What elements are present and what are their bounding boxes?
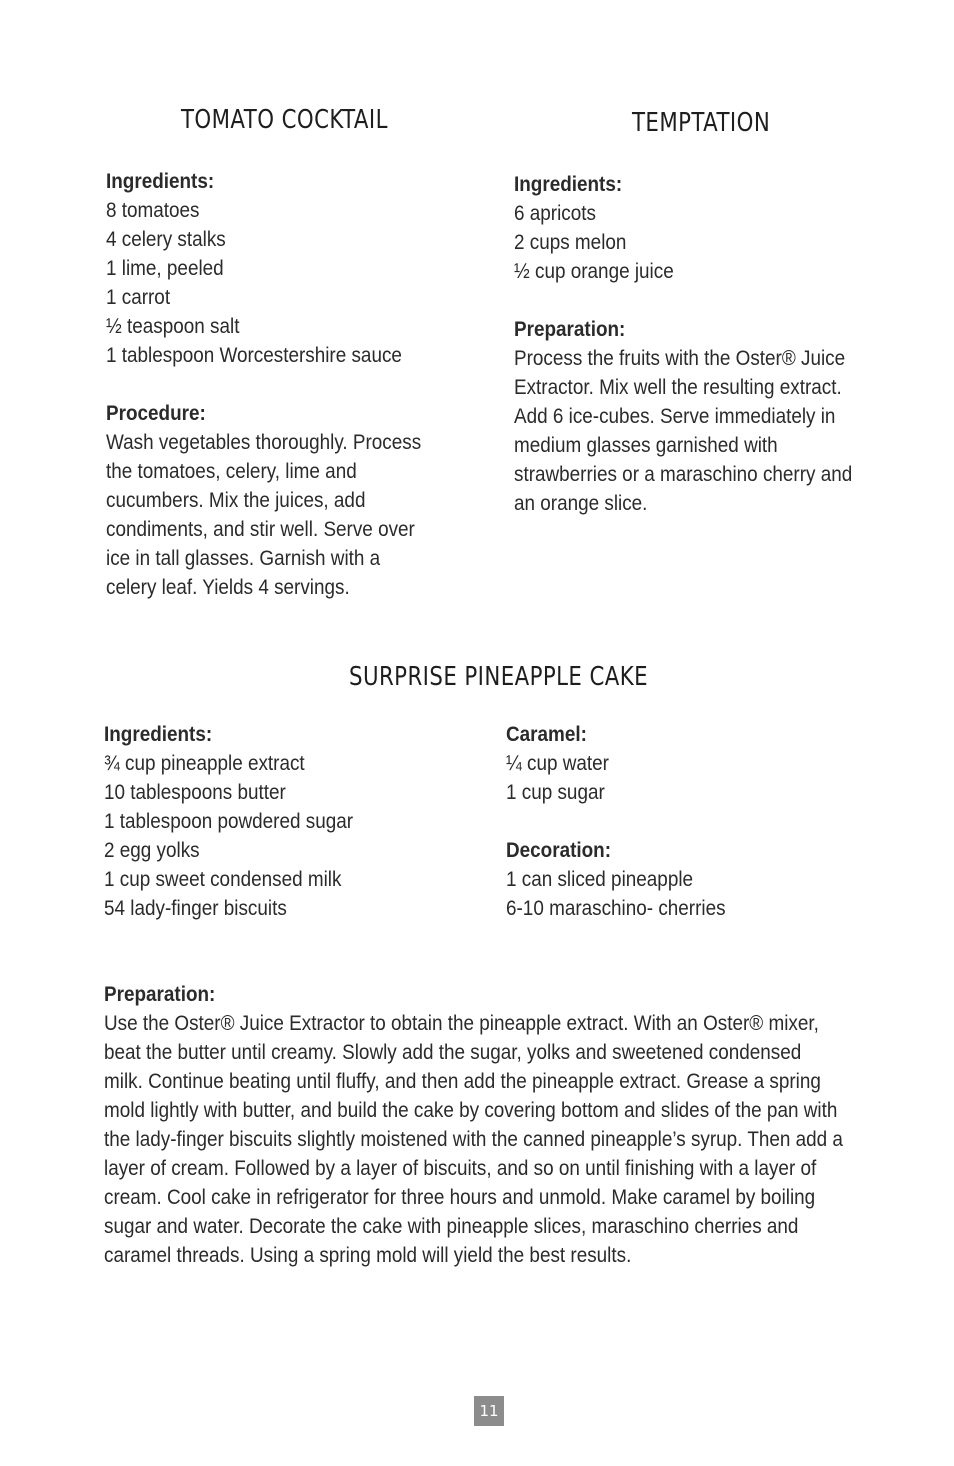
ingredient-item: 6 apricots — [514, 202, 596, 225]
ingredient-item: 1 lime, peeled — [106, 257, 224, 280]
tomato-procedure-label: Procedure: — [106, 402, 206, 425]
ingredient-item: 10 tablespoons butter — [104, 781, 286, 804]
tomato-cocktail-title: TOMATO COCKTAIL — [181, 105, 388, 135]
preparation-line: Process the fruits with the Oster® Juice — [514, 347, 846, 370]
preparation-line: Use the Oster® Juice Extractor to obtain the pineapple extract. With an Oster® mixer, — [104, 1012, 819, 1035]
procedure-line: ice in tall glasses. Garnish with a — [106, 547, 381, 570]
page-number: 11 — [474, 1396, 504, 1426]
preparation-line: the lady-finger biscuits slightly moistened with the canned pineapple’s syrup. Then add a — [104, 1128, 843, 1151]
preparation-line: sugar and water. Decorate the cake with pineapple slices, maraschino cherries and — [104, 1215, 799, 1238]
preparation-line: mold lightly with butter, and build the cake by covering bottom and slides of the pan with — [104, 1099, 838, 1122]
decoration-label: Decoration: — [506, 839, 612, 862]
cake-caramel-decoration — [506, 720, 726, 923]
tomato-ingredients-label: Ingredients: — [106, 170, 215, 193]
cake-ingredients-label: Ingredients: — [104, 723, 213, 746]
procedure-line: cucumbers. Mix the juices, add — [106, 489, 366, 512]
tomato-cocktail-recipe — [106, 167, 421, 602]
ingredient-item: 1 tablespoon powdered sugar — [104, 810, 354, 833]
preparation-line: caramel threads. Using a spring mold will yield the best results. — [104, 1244, 632, 1267]
preparation-line: cream. Cool cake in refrigerator for three hours and unmold. Make caramel by boiling — [104, 1186, 816, 1209]
temptation-title: TEMPTATION — [632, 108, 771, 138]
caramel-item: ¼ cup water — [506, 752, 609, 775]
ingredient-item: 2 cups melon — [514, 231, 627, 254]
ingredient-item: 1 cup sweet condensed milk — [104, 868, 342, 891]
ingredient-item: ½ teaspoon salt — [106, 315, 240, 338]
preparation-line: milk. Continue beating until fluffy, and then add the pineapple extract. Grease a spring — [104, 1070, 821, 1093]
ingredient-item: 1 carrot — [106, 286, 171, 309]
decoration-item: 1 can sliced pineapple — [506, 868, 694, 891]
preparation-line: Add 6 ice-cubes. Serve immediately in — [514, 405, 836, 428]
preparation-line: strawberries or a maraschino cherry and — [514, 463, 853, 486]
cake-preparation-label: Preparation: — [104, 983, 216, 1006]
procedure-line: Wash vegetables thoroughly. Process — [106, 431, 422, 454]
ingredient-item: 4 celery stalks — [106, 228, 226, 251]
ingredient-item: ½ cup orange juice — [514, 260, 674, 283]
temptation-preparation-label: Preparation: — [514, 318, 626, 341]
temptation-recipe — [514, 170, 852, 518]
procedure-line: the tomatoes, celery, lime and — [106, 460, 357, 483]
caramel-label: Caramel: — [506, 723, 587, 746]
ingredient-item: 2 egg yolks — [104, 839, 200, 862]
preparation-line: an orange slice. — [514, 492, 648, 515]
ingredient-item: 54 lady-finger biscuits — [104, 897, 287, 920]
preparation-line: Extractor. Mix well the resulting extract. — [514, 376, 842, 399]
cake-preparation — [104, 980, 843, 1270]
cake-ingredients — [104, 720, 353, 923]
ingredient-item: 8 tomatoes — [106, 199, 200, 222]
temptation-ingredients-label: Ingredients: — [514, 173, 623, 196]
decoration-item: 6-10 maraschino- cherries — [506, 897, 726, 920]
ingredient-item: 1 tablespoon Worcestershire sauce — [106, 344, 402, 367]
pineapple-cake-title: SURPRISE PINEAPPLE CAKE — [349, 662, 649, 692]
procedure-line: condiments, and stir well. Serve over — [106, 518, 415, 541]
caramel-item: 1 cup sugar — [506, 781, 605, 804]
procedure-line: celery leaf. Yields 4 servings. — [106, 576, 350, 599]
preparation-line: beat the butter until creamy. Slowly add the sugar, yolks and sweetened condensed — [104, 1041, 802, 1064]
ingredient-item: ¾ cup pineapple extract — [104, 752, 305, 775]
preparation-line: medium glasses garnished with — [514, 434, 778, 457]
preparation-line: layer of cream. Followed by a layer of biscuits, and so on until finishing with a layer of — [104, 1157, 817, 1180]
